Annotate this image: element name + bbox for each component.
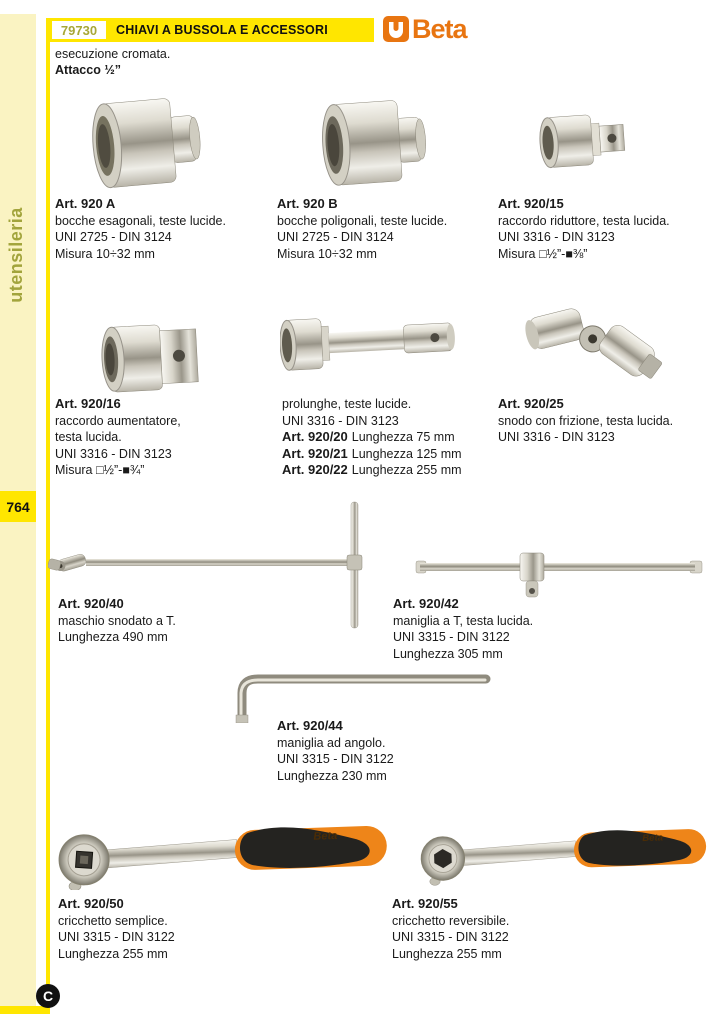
brand-wordmark: Beta <box>412 14 467 44</box>
product-desc-line: UNI 3315 - DIN 3122 <box>392 930 509 944</box>
product-variant-row <box>282 429 462 446</box>
product-block-920-25 <box>498 396 673 446</box>
product-art: Art. 920/50 <box>58 896 124 911</box>
product-desc-line: UNI 3315 - DIN 3122 <box>393 630 510 644</box>
product-art: Art. 920/20 <box>282 429 348 444</box>
product-block-920a <box>55 196 226 262</box>
page-title: CHIAVI A BUSSOLA E ACCESSORI <box>116 23 328 37</box>
product-block-prolunghe <box>282 396 462 479</box>
product-image-prolunga <box>280 300 460 385</box>
product-art: Art. 920/16 <box>55 396 121 411</box>
product-art: Art. 920/25 <box>498 396 564 411</box>
product-desc-line: bocche esagonali, teste lucide. <box>55 213 226 228</box>
product-block-920-50 <box>58 896 175 962</box>
product-desc-line: testa lucida. <box>55 430 122 444</box>
intro-text <box>55 46 170 78</box>
product-desc-line: UNI 3316 - DIN 3123 <box>498 430 615 444</box>
product-desc-line: Lunghezza 230 mm <box>277 768 387 783</box>
product-art: Art. 920/42 <box>393 596 459 611</box>
product-art: Art. 920/22 <box>282 462 348 477</box>
product-variant-row <box>282 462 462 479</box>
product-block-920-16 <box>55 396 181 479</box>
product-block-920-44 <box>277 718 394 784</box>
product-desc-line: cricchetto semplice. <box>58 913 168 928</box>
product-desc-line: UNI 2725 - DIN 3124 <box>55 230 172 244</box>
product-desc-line: maniglia a T, testa lucida. <box>393 613 534 628</box>
product-block-920-42 <box>393 596 533 662</box>
brand-logo <box>383 16 467 42</box>
product-desc-line: UNI 3315 - DIN 3122 <box>58 930 175 944</box>
product-desc-line: maniglia ad angolo. <box>277 735 386 750</box>
product-desc-line: raccordo aumentatore, <box>55 413 181 428</box>
intro-line-2: Attacco ½” <box>55 63 121 77</box>
product-image-920b <box>315 92 440 192</box>
product-desc-line: Lunghezza 255 mm <box>392 946 502 961</box>
intro-line-1: esecuzione cromata. <box>55 47 171 61</box>
product-desc-line: raccordo riduttore, testa lucida. <box>498 213 670 228</box>
catalog-code: 79730 <box>52 21 106 39</box>
handle-brand-text: Beta <box>642 832 664 845</box>
product-desc-line: UNI 3315 - DIN 3122 <box>277 752 394 766</box>
product-art: Art. 920/44 <box>277 718 343 733</box>
product-desc-line: Misura 10÷32 mm <box>277 246 377 261</box>
sidebar-bottom-rule <box>0 1006 50 1014</box>
product-desc-line: UNI 2725 - DIN 3124 <box>277 230 394 244</box>
product-desc-line: UNI 3316 - DIN 3123 <box>498 230 615 244</box>
handle-brand-text: Beta <box>313 829 338 843</box>
product-desc-line: Lunghezza 490 mm <box>58 630 168 644</box>
header-bar <box>46 18 374 42</box>
product-art: Art. 920/40 <box>58 596 124 611</box>
product-block-920-15 <box>498 196 670 262</box>
product-desc-line: maschio snodato a T. <box>58 613 176 628</box>
product-art: Art. 920/55 <box>392 896 458 911</box>
product-image-920-15 <box>530 100 645 180</box>
copyright-mark: C <box>36 984 60 1008</box>
product-image-920-16 <box>95 315 215 400</box>
product-image-920-25 <box>520 295 675 390</box>
product-desc-line: snodo con frizione, testa lucida. <box>498 413 674 428</box>
product-variant-text: Lunghezza 75 mm <box>351 430 455 444</box>
product-image-920-50 <box>52 810 397 890</box>
product-desc-line: cricchetto reversibile. <box>392 913 510 928</box>
product-variant-text: Lunghezza 125 mm <box>351 446 462 461</box>
sidebar-category-label: utensileria <box>6 207 26 303</box>
product-block-920-40 <box>58 596 176 646</box>
product-desc-line: UNI 3316 - DIN 3123 <box>282 413 399 428</box>
product-desc-line: Lunghezza 255 mm <box>58 946 168 961</box>
product-desc-line: prolunghe, teste lucide. <box>282 397 412 411</box>
product-image-920-44 <box>228 665 498 723</box>
product-desc-line: Misura 10÷32 mm <box>55 246 155 261</box>
product-art: Art. 920 B <box>277 196 338 211</box>
product-desc-line: bocche poligonali, teste lucide. <box>277 213 448 228</box>
product-art: Art. 920/15 <box>498 196 564 211</box>
product-desc-line: Misura □½”-■⅜” <box>498 246 588 261</box>
product-variant-row <box>282 446 462 463</box>
page-number-badge: 764 <box>0 491 36 522</box>
product-art: Art. 920 A <box>55 196 116 211</box>
product-block-920-55 <box>392 896 509 962</box>
product-desc-line: UNI 3316 - DIN 3123 <box>55 446 172 461</box>
beta-icon <box>383 16 409 42</box>
product-image-920a <box>85 92 215 192</box>
product-art: Art. 920/21 <box>282 445 348 461</box>
product-block-920b <box>277 196 447 262</box>
product-variant-text: Lunghezza 255 mm <box>351 463 462 477</box>
product-image-920-55 <box>415 810 715 890</box>
product-desc-line: Lunghezza 305 mm <box>393 646 503 661</box>
product-desc-line: Misura □½”-■¾” <box>55 463 145 477</box>
